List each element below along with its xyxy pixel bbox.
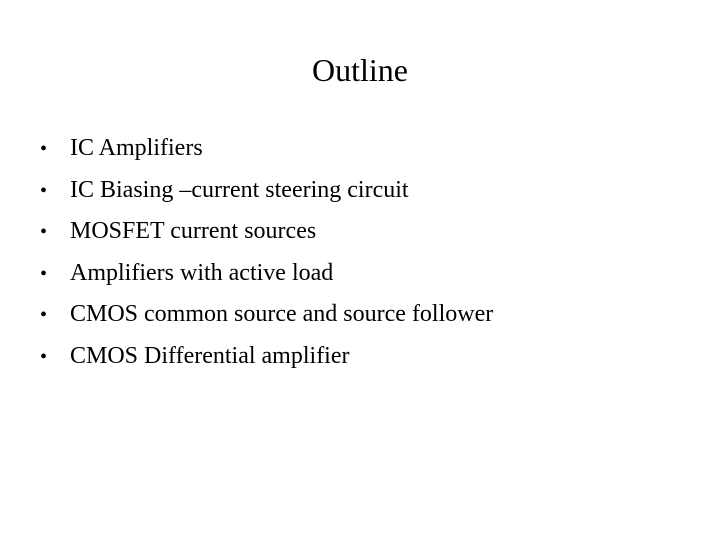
bullet-text: Amplifiers with active load xyxy=(70,259,334,286)
bullet-icon: • xyxy=(40,262,48,285)
bullet-text: CMOS Differential amplifier xyxy=(70,342,350,369)
bullet-text: CMOS common source and source follower xyxy=(70,301,494,327)
bullet-text: IC Amplifiers xyxy=(70,135,203,161)
bullet-item xyxy=(40,253,680,295)
bullet-icon: • xyxy=(40,179,48,202)
bullet-item xyxy=(40,294,680,336)
bullet-item xyxy=(40,170,680,212)
slide-title: Outline xyxy=(312,52,408,88)
bullet-text: IC Biasing –current steering circuit xyxy=(70,176,409,203)
bullet-icon: • xyxy=(40,138,48,160)
bullet-item xyxy=(40,336,680,378)
bullet-item xyxy=(40,128,680,170)
bullet-text: MOSFET current sources xyxy=(70,218,317,244)
bullet-item xyxy=(40,211,680,253)
bullet-list xyxy=(40,128,680,377)
bullet-icon: • xyxy=(40,221,48,243)
bullet-icon: • xyxy=(40,304,48,326)
bullet-icon: • xyxy=(40,345,48,368)
